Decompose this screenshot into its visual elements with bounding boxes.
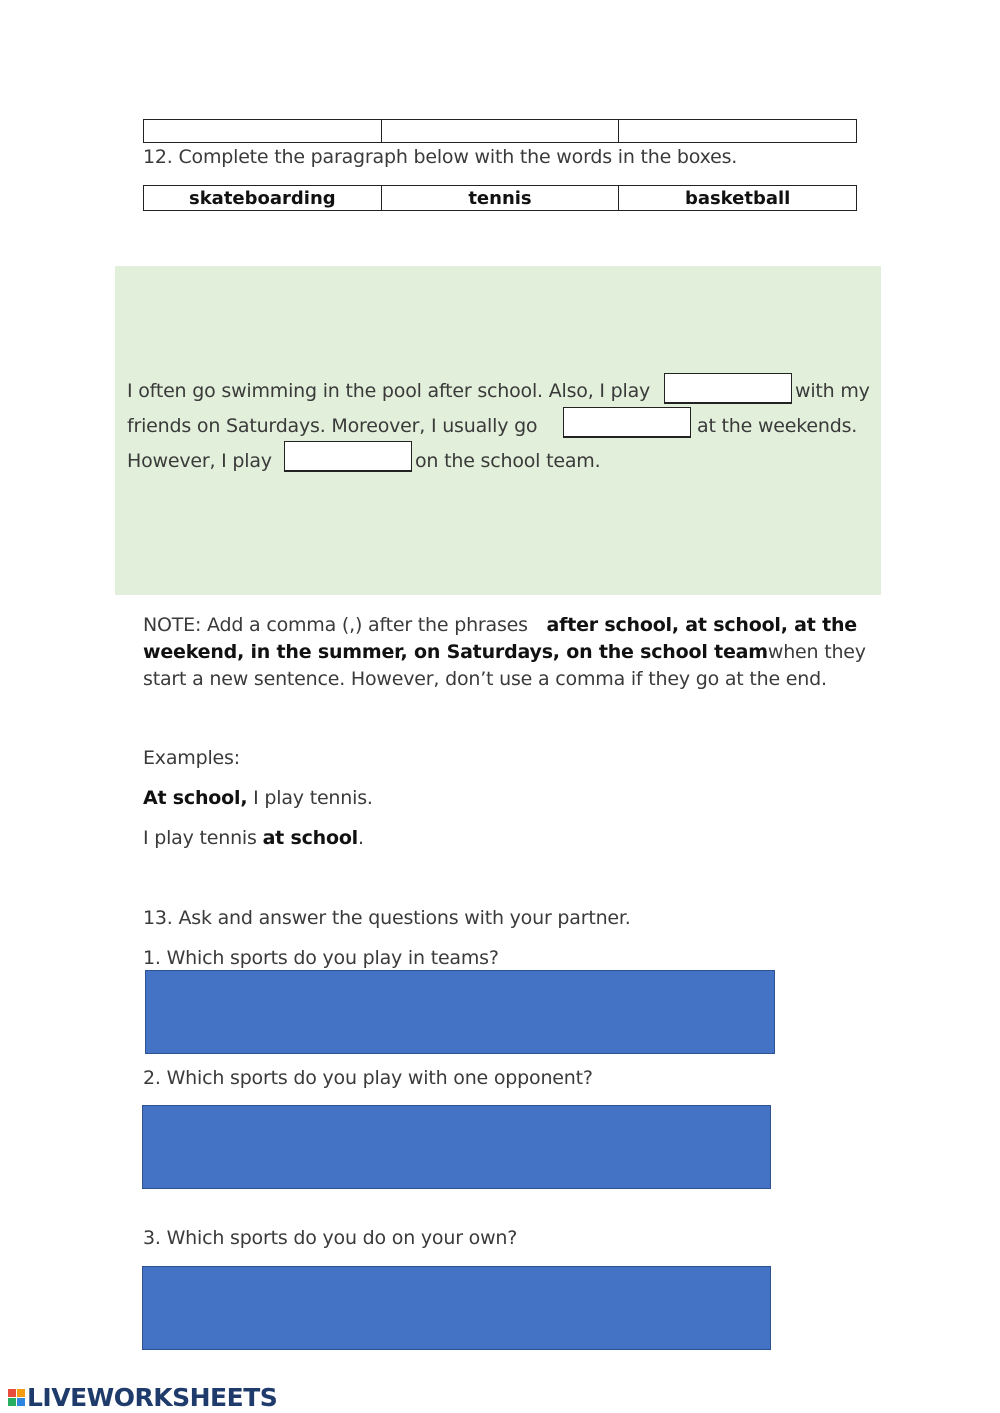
note-text: when they [767, 641, 866, 663]
paragraph-line-1a: I often go swimming in the pool after school. Also, I play [127, 380, 651, 402]
answer-box-1[interactable] [145, 970, 775, 1054]
logo-grid-icon [8, 1389, 25, 1406]
question-3: 3. Which sports do you do on your own? [143, 1227, 518, 1249]
empty-cell [619, 120, 857, 143]
paragraph-line-2a: friends on Saturdays. Moreover, I usually go [127, 415, 538, 437]
example-2-pre: I play tennis [143, 827, 263, 849]
example-2-post: . [358, 827, 364, 849]
example-1-rest: I play tennis. [247, 787, 373, 809]
examples-heading: Examples: [143, 747, 240, 769]
exercise-12-instruction: 12. Complete the paragraph below with the words in the boxes. [143, 146, 738, 168]
paragraph-box [115, 266, 881, 595]
example-1-bold: At school, [143, 787, 248, 809]
paragraph-line-3a: However, I play [127, 450, 272, 472]
paragraph-line-1b: with my [795, 380, 870, 402]
note-text: NOTE: Add a comma (,) after the phrases [143, 614, 528, 636]
example-2 [143, 827, 364, 849]
note-text: start a new sentence. However, don’t use a comma if they go at the end. [143, 668, 827, 690]
note-bold-phrases: after school, at school, at the [546, 614, 857, 636]
exercise-13-instruction: 13. Ask and answer the questions with your partner. [143, 907, 631, 929]
word-bank-table [143, 185, 857, 211]
note-block [143, 612, 866, 693]
word-tennis: tennis [381, 186, 619, 211]
paragraph-line-2b: at the weekends. [697, 415, 858, 437]
liveworksheets-logo [8, 1383, 277, 1412]
answer-box-3[interactable] [142, 1266, 771, 1350]
example-1 [143, 787, 373, 809]
paragraph-line-3b: on the school team. [415, 450, 601, 472]
question-1: 1. Which sports do you play in teams? [143, 947, 499, 969]
logo-text: LIVEWORKSHEETS [27, 1383, 278, 1412]
word-basketball: basketball [619, 186, 857, 211]
empty-cell [381, 120, 619, 143]
example-2-bold: at school [262, 827, 358, 849]
blank-input-3[interactable] [284, 441, 412, 472]
note-bold-phrases: weekend, in the summer, on Saturdays, on the school team [143, 641, 768, 663]
blank-input-2[interactable] [563, 407, 691, 438]
empty-cell [144, 120, 382, 143]
blank-input-1[interactable] [664, 373, 792, 404]
word-skateboarding: skateboarding [144, 186, 382, 211]
empty-table [143, 119, 857, 143]
question-2: 2. Which sports do you play with one opponent? [143, 1067, 593, 1089]
answer-box-2[interactable] [142, 1105, 771, 1189]
